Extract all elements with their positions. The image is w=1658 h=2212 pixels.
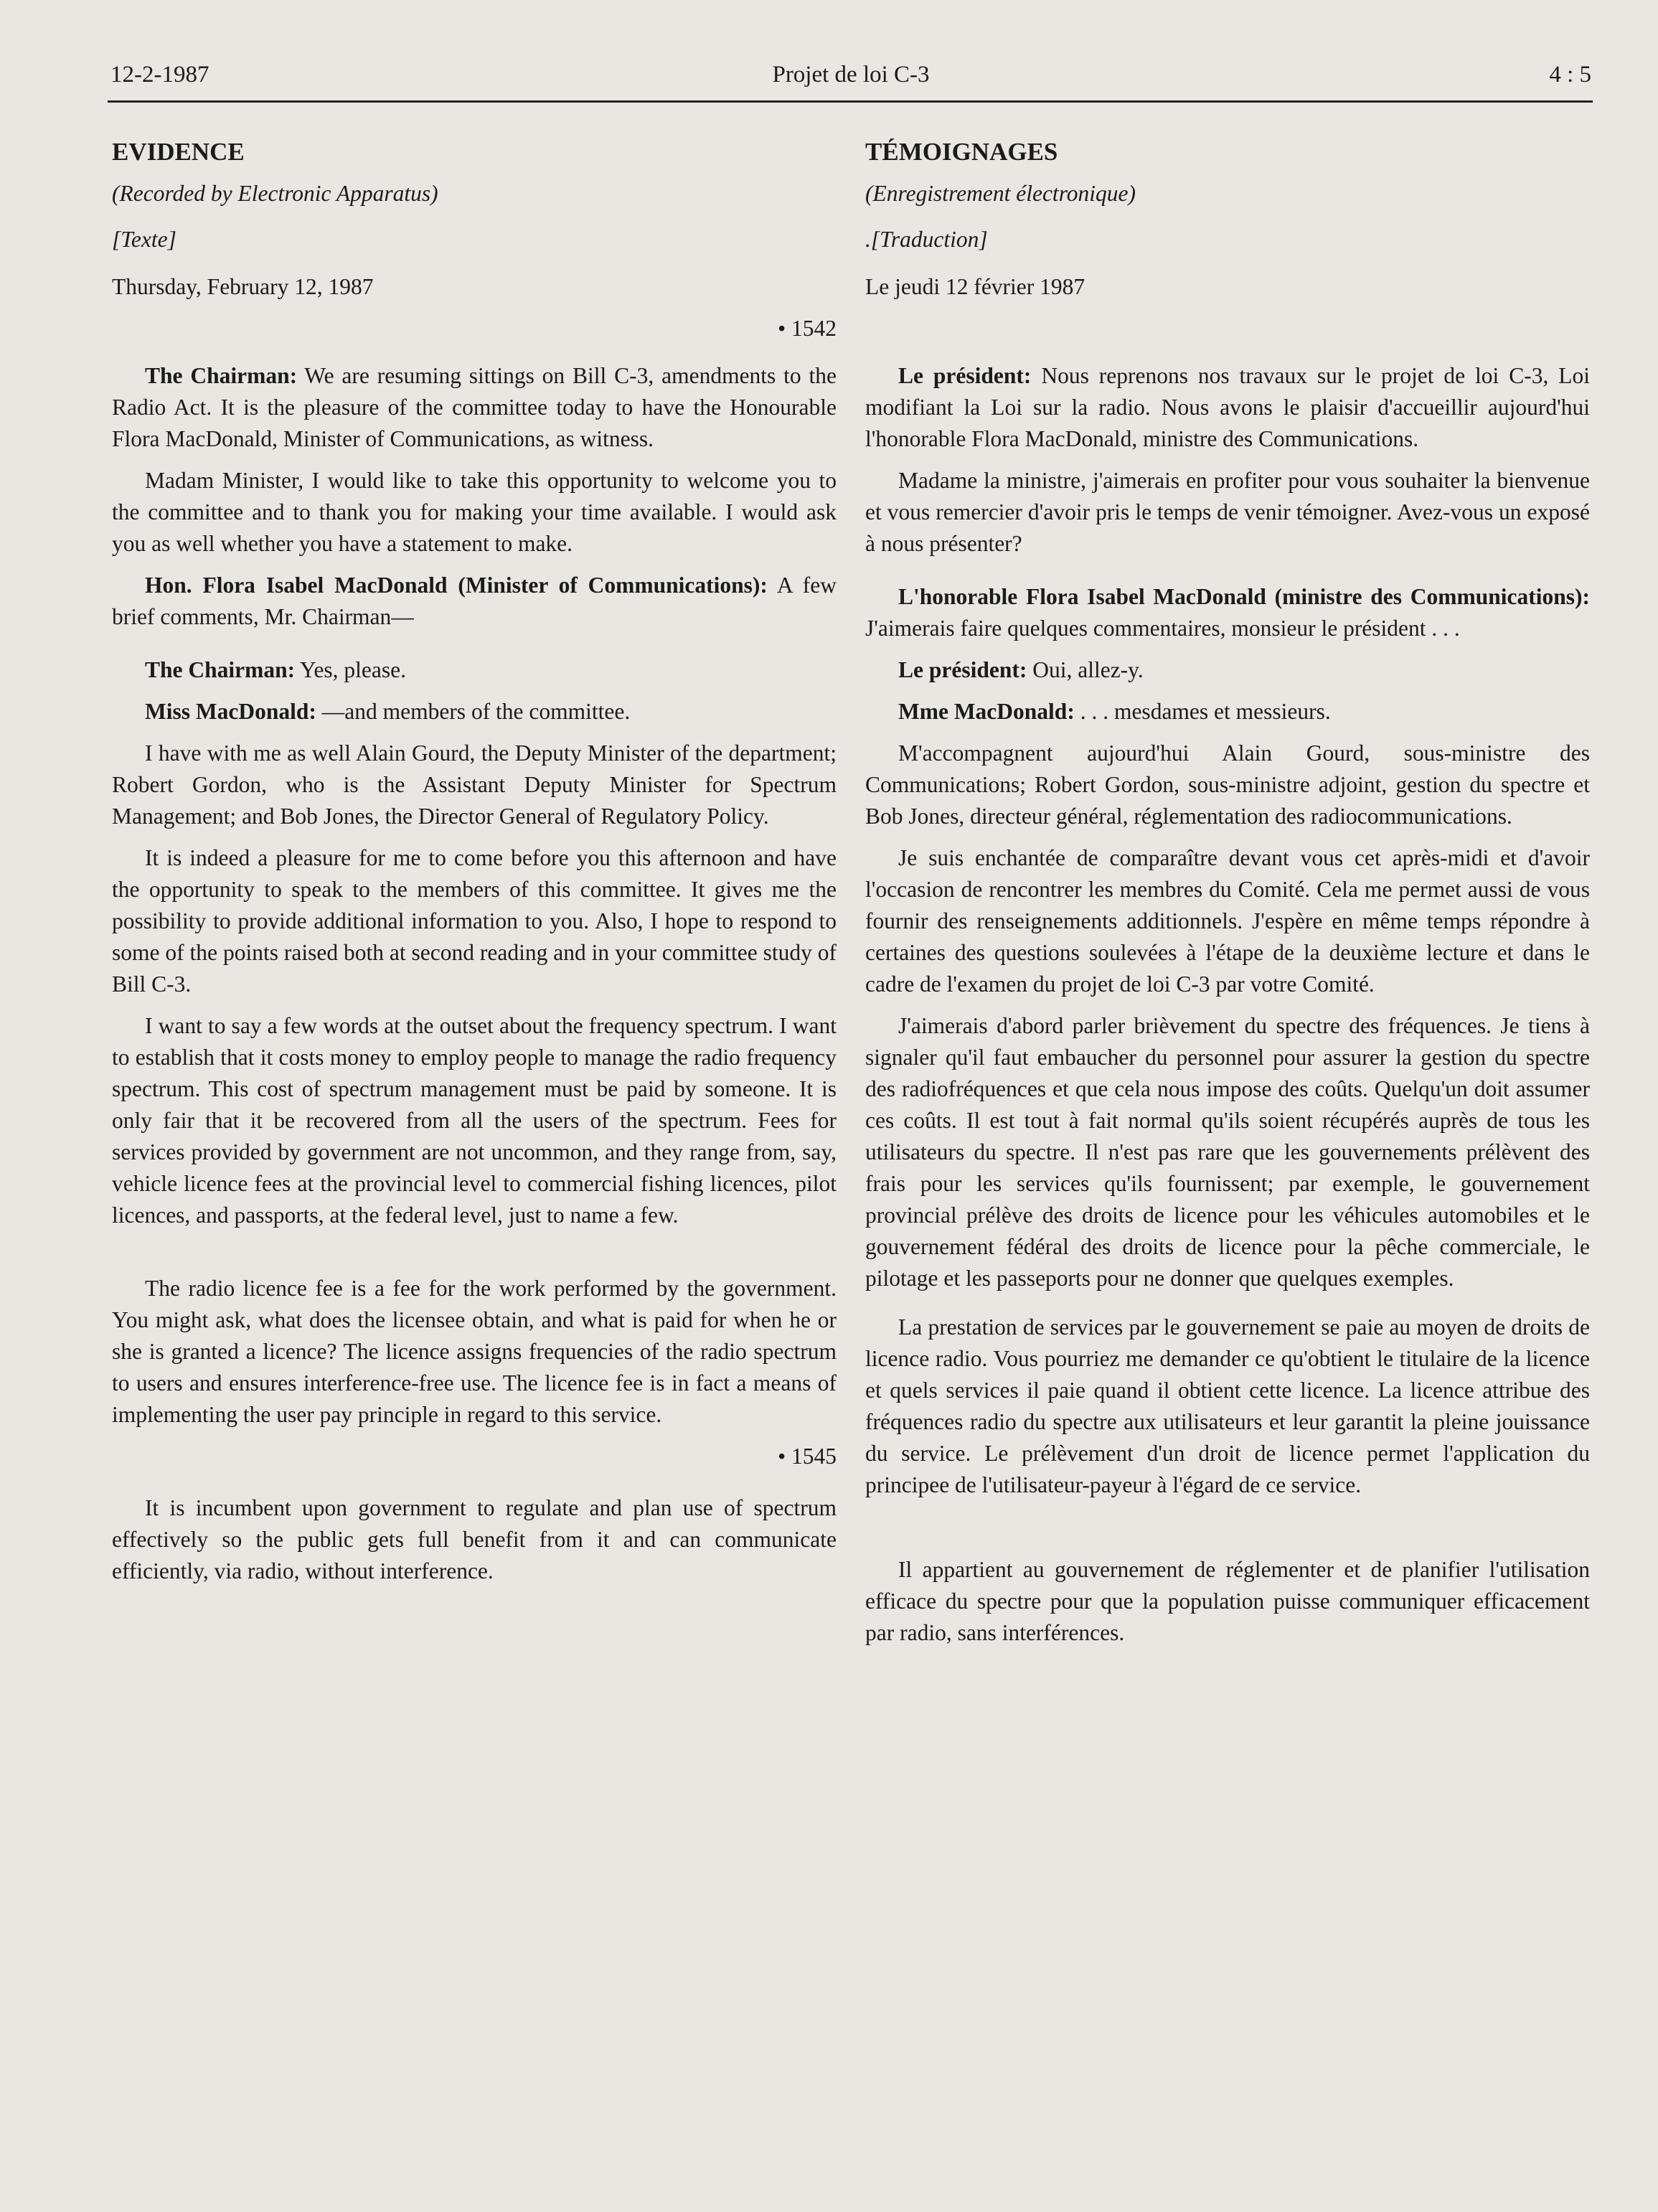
english-paragraph-3 [112, 570, 837, 633]
paragraph-text: Oui, allez-y. [1027, 657, 1144, 682]
english-column [112, 136, 837, 1597]
speaker: Mme MacDonald: [898, 699, 1075, 724]
header-page-number: 4 : 5 [1549, 62, 1591, 88]
english-paragraph-8: I want to say a few words at the outset about the frequency spectrum. I want to establish that it costs money to employ people to manage the radio frequency spectrum. This cost of spectrum management must be paid by someone. It is only fair that it be recovered from all the users of the spectrum. Fees for services provided by government are not uncommon, and they range from, say, vehicle licence fees at the provincial level to commercial fishing licences, pilot licences, and passports, at the federal level, just to name a few. [112, 1013, 837, 1228]
english-paragraph-2: Madam Minister, I would like to take this opportunity to welcome you to the committee and to thank you for making your time available. I would ask you as well whether you have a statement to make. [112, 468, 837, 556]
english-paragraph-1 [112, 360, 837, 455]
french-paragraph-6: M'accompagnent aujourd'hui Alain Gourd, sous-ministre des Communications; Robert Gordon, sous-ministre adjoint, gestion du spectre et Bob Jones, directeur général, réglementation des radiocommunications. [865, 740, 1590, 829]
english-paragraph-9: The radio licence fee is a fee for the work performed by the government. You might ask, what does the licensee obtain, and what is paid for when he or she is granted a licence? The licence assigns frequencies of the radio spectrum to users and ensures interference-free use. The licence fee is in fact a means of implementing the user pay principle in regard to this service. [112, 1276, 837, 1427]
english-texte-tag: [Texte] [112, 227, 176, 252]
french-paragraph-3 [865, 581, 1590, 644]
english-time-1542: • 1542 [778, 316, 837, 341]
french-paragraph-5 [865, 696, 1590, 728]
speaker: Hon. Flora Isabel MacDonald (Minister of Communications): [145, 573, 768, 598]
french-traduction-tag: .[Traduction] [865, 227, 988, 252]
french-paragraph-8: J'aimerais d'abord parler brièvement du spectre des fréquences. Je tiens à signaler qu'il faut embaucher du personnel pour assurer la gestion du spectre des radiofréquences et que cela nous impose des coûts. Quelqu'un doit assumer ces coûts. Il est tout à fait normal qu'ils soient récupérés auprès de tous les utilisateurs du spectre. Il n'est pas rare que les gouvernements prélèvent des frais pour les services qu'ils fournissent; par exemple, le gouvernement provincial prélève des droits de licence pour les véhicules automobiles et le gouvernement fédéral des droits de licence pour la pêche commerciale, le pilotage et les passeports pour ne donner que quelques exemples. [865, 1013, 1590, 1291]
paragraph-text: —and members of the committee. [316, 699, 631, 724]
french-paragraph-1 [865, 360, 1590, 455]
spacer [865, 1511, 1590, 1554]
paragraph-text: . . . mesdames et messieurs. [1074, 699, 1331, 724]
header-date: 12-2-1987 [110, 62, 209, 88]
english-paragraph-6: I have with me as well Alain Gourd, the Deputy Minister of the department; Robert Gordon, who is the Assistant Deputy Minister for Spectrum Management; and Bob Jones, the Director General of Regulatory Policy. [112, 740, 837, 829]
french-title: TÉMOIGNAGES [865, 138, 1058, 166]
spacer [112, 1241, 837, 1273]
english-title: EVIDENCE [112, 138, 245, 166]
french-subtitle: (Enregistrement électronique) [865, 181, 1136, 206]
french-paragraph-9: La prestation de services par le gouvernement se paie au moyen de droits de licence radio. Vous pourriez me demander ce qu'obtient le titulaire de la licence et quels services il paie quand il obtient cette licence. La licence attribue des fréquences radio du spectre aux utilisateurs et leur garantit la pleine jouissance du service. Le prélèvement d'un droit de licence permet l'application du principee de l'utilisateur-payeur à l'égard de ce service. [865, 1314, 1590, 1497]
french-paragraph-7: Je suis enchantée de comparaître devant vous cet après-midi et d'avoir l'occasion de rencontrer les membres du Comité. Cela me permet aussi de vous fournir des renseignements additionnels. J'espère en même temps répondre à certaines des questions soulevées à l'étape de la deuxième lecture et dans le cadre de l'examen du projet de loi C-3 par votre Comité. [865, 845, 1590, 997]
english-date: Thursday, February 12, 1987 [112, 274, 374, 299]
page-header [110, 62, 1591, 98]
speaker: Miss MacDonald: [145, 699, 316, 724]
english-paragraph-10: It is incumbent upon government to regulate and plan use of spectrum effectively so the public gets full benefit from it and can communicate efficiently, via radio, without interference. [112, 1495, 837, 1583]
speaker: Le président: [898, 363, 1032, 388]
french-paragraph-4 [865, 654, 1590, 686]
speaker: The Chairman: [145, 657, 296, 682]
english-paragraph-5 [112, 696, 837, 728]
paragraph-text: Yes, please. [295, 657, 407, 682]
speaker: L'honorable Flora Isabel MacDonald (ministre des Communications): [898, 584, 1590, 609]
english-paragraph-7: It is indeed a pleasure for me to come before you this afternoon and have the opportunity to speak to the members of this committee. It gives me the possibility to provide additional information to you. Also, I hope to respond to some of the points raised both at second reading and in your committee study of Bill C-3. [112, 845, 837, 997]
header-title: Projet de loi C-3 [772, 62, 930, 88]
speaker: Le président: [898, 657, 1027, 682]
paragraph-text: J'aimerais faire quelques commentaires, monsieur le président . . . [865, 616, 1460, 641]
french-date: Le jeudi 12 février 1987 [865, 274, 1085, 299]
english-paragraph-4 [112, 654, 837, 686]
english-subtitle: (Recorded by Electronic Apparatus) [112, 181, 438, 206]
french-paragraph-2: Madame la ministre, j'aimerais en profiter pour vous souhaiter la bienvenue et vous remercier d'avoir pris le temps de venir témoigner. Avez-vous un exposé à nous présenter? [865, 468, 1590, 556]
paragraph-text: We are resuming sittings on Bill C-3, amendments to the Radio Act. It is the pleasure of the committee today to have the Honourable Flora MacDonald, Minister of Communications, as witness. [112, 363, 837, 451]
speaker: The Chairman: [145, 363, 298, 388]
french-paragraph-10: Il appartient au gouvernement de réglementer et de planifier l'utilisation efficace du spectre pour que la population puisse communiquer efficacement par radio, sans interférences. [865, 1557, 1590, 1645]
french-column [865, 136, 1590, 1659]
header-rule [108, 100, 1593, 103]
paragraph-text: Nous reprenons nos travaux sur le projet de loi C-3, Loi modifiant la Loi sur la radio. Nous avons le plaisir d'accueillir aujourd'hui l'honorable Flora MacDonald, ministre des Communications. [865, 363, 1590, 451]
english-time-1545: • 1545 [778, 1444, 837, 1469]
paragraph-text: A few brief comments, Mr. Chairman— [112, 573, 837, 629]
